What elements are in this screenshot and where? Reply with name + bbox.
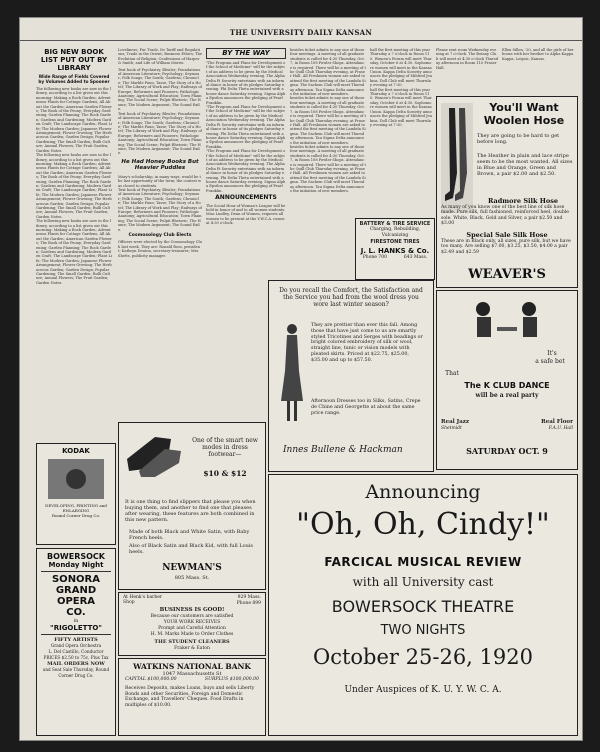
special-body: These are in Black only, all sizes, pure silk, but we have too many. Are selling $7.00, $3.25, $3.50, $4.00 a pair $2.49 and $2.59 (441, 239, 571, 255)
barber-ad (118, 592, 266, 656)
announcements-heading: ANNOUNCEMENTS (215, 194, 277, 202)
dress-ad (268, 280, 434, 472)
col2-ad-headline: He Had Honey Books But Heavier Puddles (121, 158, 199, 172)
opera-l7: FIFTY ARTISTS (54, 637, 98, 643)
radmore-title: Radmore Silk Hose (487, 197, 558, 205)
hose-p1: They are going to be hard to get before long. (477, 133, 560, 145)
barber-right2: Phone 899 (236, 601, 261, 606)
opera-l1: SONORA (51, 574, 100, 585)
opera-l10: PRICES $2.50 to 75c, Plus Tax (43, 655, 109, 660)
col6-body: Please rent room Wednesday evening at 7 o'clock. The Botany Club will meet at 4:30 o'clock Thursday afternoon in Room 110 Fraser Hall. (436, 48, 498, 70)
opera-l11: MAIL ORDERS NOW (47, 661, 105, 667)
shoe-line2: Made of both Black and White Satin, with Baby French heels. (129, 529, 250, 541)
kclub-sub: will be a real party (475, 392, 539, 399)
column-5 (370, 48, 432, 223)
col4-body: besides ticket admits to any one of those four meetings. A meeting of all graduate students is called for 4:30 Thursday, Oct. 7, in Room 108 Fowler Shops. Attendance is required. There will be a meeting of the Quill Club Thursday evening, at Fraser Hall. All Freshmen women are asked to attend the first meeting of the Lambda Sigma. The Sachem Club will meet Thursday afternoon. Tau Sigma Delta announces the initiation of new members. (290, 48, 366, 97)
barber-l3: Prompt and Careful Attention (158, 626, 226, 631)
hose-p2: The Heather in plain and lace stripe seem to be the most wanted. All sizes in Blue and Orange, Green and Brown, a pair $2.00 and $2.50. (477, 153, 573, 177)
kclub-illustration (467, 299, 547, 349)
bank-ad (118, 658, 266, 736)
opera-title: BOWERSOCK (47, 552, 105, 561)
tire-line2: Vulcanizing (381, 233, 409, 238)
bank-surplus: SURPLUS $100,000.00 (204, 677, 259, 682)
weavers-logo: WEAVER'S (468, 267, 546, 282)
dress-p1: Do you recall the Comfort, the Satisfaction and the Service you had from the wool dress you wore last winter season? (279, 287, 423, 309)
barber-right1: 929 Mass. (237, 595, 261, 600)
cindy-nights: TWO NIGHTS (380, 623, 466, 638)
hose-ad (436, 96, 578, 288)
shoe-ad (118, 422, 266, 590)
tire-line3: FIRESTONE TIRES (370, 239, 420, 245)
library-article-body-cont2: The following new books are now in the library, according to a list given out this morning: Making a Rock Garden; Adventurous Plants for Cottage Gardens; All About the Garden; American Garden Flowers; The Book of the Peony; Everyday Gardening; Garden Planning; The Rock Garden; Gardens and Gardening; Modern Garden Craft; The Landscape Garden; Plant Life; The Modern Garden; Japanese Flower Arrangement; Flower Growing; The Herbaceous Garden; Garden Design; Popular Gardening; The Small Garden; Bulb Culture; Annual Flowers; The Fruit Garden; Garden Notes. (36, 219, 112, 285)
tire-line1: Charging, Rebuilding, (369, 227, 421, 232)
shoe-illustration (125, 429, 185, 479)
col7-body: Ellen Sillen, '20, and all the girls of her house with her brother to Alpha Kappa Kappa, Leipsic, Kansas. (502, 48, 574, 61)
by-the-way-box (206, 48, 286, 59)
column-1 (36, 48, 112, 438)
library-subhead: Wide Range of Fields Covered by Volumes Added to Spooner (38, 74, 110, 84)
masthead (20, 26, 582, 41)
col4-body-cont: besides ticket admits to any one of those four meetings. A meeting of all graduate students is called for 4:30 Thursday, Oct. 7, in Room 108 Fowler Shops. Attendance is required. There will be a meeting of the Quill Club Thursday evening, at Fraser Hall. All Freshmen women are asked to attend the first meeting of the Lambda Sigma. The Sachem Club will meet Thursday afternoon. Tau Sigma Delta announces the initiation of new members. (290, 96, 366, 145)
kclub-left1: Real Jazz (441, 419, 470, 425)
by-the-way-title: BY THE WAY (222, 49, 270, 57)
kclub-intro2: a safe bet (535, 358, 565, 365)
dress-p2: They are prettier than ever this fall. Among those that have just come to us are smartly styled Tricotines and Serges with beadings or bright colored embroidery of silk or wool, straight line, tunic or vision models with pleated skirts. Priced at $22.75, $25.00, $35.00 and up to $57.50. (311, 323, 423, 363)
column-6 (436, 48, 498, 93)
kodak-headline: KODAK (62, 447, 90, 455)
woman-in-dress-image (277, 321, 307, 431)
col2-body: Text book of Psychiatry, Bleuler; Foundations of American Literature; Psychology; Seymour; Folk Songs; The South; Gardens; Chronicle; The Marble Faun; Tasse; The Story of a Hotel; The Library of Work and Play; Railways of Europe; Reformers and Pioneers; Pathologic Anatomy; Agricultural Education; Town Planning; The Social Scene; Pulpit Rhetoric; The Home; The Modern Argument; The Sound Exile. (118, 67, 202, 112)
barber-headline: BUSINESS IS GOOD! (159, 607, 225, 613)
col2-body-cont: Text book of Psychiatry, Bleuler; Foundations of American Literature; Psychology; Seymour; Folk Songs; The South; Gardens; Chronicle; The Marble Faun; Tasse; The Story of a Hotel; The Library of Work and Play; Railways of Europe; Reformers and Pioneers; Pathologic Anatomy; Agricultural Education; Town Planning; The Social Scene; Pulpit Rhetoric; The Home; The Modern Argument; The Sound Exile. (118, 111, 202, 156)
dress-illustration (277, 321, 307, 431)
col2-announce-body: Officers were elected by the Cosmosology Club last week. They are: Ronald Ross, president; Kathryn Denton, secretary-treasurer; Mrs. Shetts, publicity manager. (118, 240, 202, 258)
cindy-cast: with all University cast (352, 575, 494, 589)
opera-l9: L. Del Castillo, Conductor (48, 649, 104, 654)
col2-ad-body-cont: Text book of Psychiatry, Bleuler; Foundations of American Literature; Psychology; Seymour; Folk Songs; The South; Gardens; Chronicle; The Marble Faun; Tasse; The Story of a Hotel; The Library of Work and Play; Railways of Europe; Reformers and Pioneers; Pathologic Anatomy; Agricultural Education; Town Planning; The Social Scene; Pulpit Rhetoric; The Home; The Modern Argument; The Sound Exile. (118, 187, 202, 232)
announcements-body: The Social Hour of Woman's League will be held in honor of and to all women students. Miss Lindley, Dean of Women, requests all women to be present at the Y.W.C.A. rooms at 4:30 o'clock. (206, 203, 286, 226)
col3-body-cont2: "The Program and Plans for Development of the School of Medicine" will be the subject of an address to be given by the Medical Association Wednesday evening. The Alpha Delta Pi Sorority entertains with an informal dance in honor of its pledges Saturday evening. Phi Delta Theta entertained with a house dance Saturday evening. Sigma Alpha Epsilon announces the pledging of Pearl Franklin. (206, 149, 286, 193)
opera-l8: Grand Opera Orchestra (50, 643, 102, 648)
cindy-theatre: BOWERSOCK THEATRE (331, 597, 515, 616)
tire-title: BATTERY & TIRE SERVICE (359, 221, 431, 227)
barber-l5: THE STUDENT CLEANERS (154, 639, 230, 645)
kclub-ad (436, 290, 578, 470)
shoe-line3: Also of Black Satin and Black Kid, with full Louis heels. (129, 543, 253, 555)
cindy-date: October 25-26, 1920 (313, 645, 533, 669)
library-headline: BIG NEW BOOK LIST PUT OUT BY LIBRARY (40, 48, 108, 72)
opera-ad (36, 548, 116, 736)
kclub-right2: F.A.U. Hall (548, 426, 573, 431)
col3-body: "The Program and Plans for Development of the School of Medicine" will be the subject of an address to be given by the Medical Association Wednesday evening. The Alpha Delta Pi Sorority entertains with an informal dance in honor of its pledges Saturday evening. Phi Delta Theta entertained with a house dance Saturday evening. Sigma Alpha Epsilon announces the pledging of Pearl Franklin. (206, 61, 286, 105)
kodak-store: Round Corner Drug Co. (51, 513, 101, 518)
opera-l5: in (73, 618, 79, 624)
bank-body: Receives Deposits, makes Loans, buys and sells Liberty Bonds and other Securities, Foreign and Domestic Exchange, and Travellers' Cheques. Food Drafts in multiples of $10.00. (125, 686, 255, 708)
opera-sub: Monday Night (48, 561, 104, 569)
tire-phone: Phone 700 (362, 255, 387, 260)
shoe-price: $10 & $12 (203, 469, 247, 478)
bank-name: WATKINS NATIONAL BANK (133, 662, 251, 671)
kclub-intro1: It's (547, 350, 557, 357)
masthead-title: THE UNIVERSITY DAILY KANSAN (229, 28, 373, 37)
col2-lead: Loveliness; Fur Trade, Its Tariff and Regulations; Trade in the Orient; Business Ethics; The Evolution of Religion; Confessions of Harper & Smith; and Life of William Morris. (118, 48, 202, 66)
col4-body-cont2: besides ticket admits to any one of those four meetings. A meeting of all graduate students is called for 4:30 Thursday, Oct. 7, in Room 108 Fowler Shops. Attendance is required. There will be a meeting of the Quill Club Thursday evening, at Fraser Hall. All Freshmen women are asked to attend the first meeting of the Lambda Sigma. The Sachem Club will meet Thursday afternoon. Tau Sigma Delta announces the initiation of new members. (290, 144, 366, 193)
dress-signature: Innes Bullene & Hackman (283, 445, 403, 455)
hose-headline: You'll Want Woolen Hose (483, 101, 565, 127)
cindy-announcing: Announcing (365, 481, 481, 503)
bank-address: 1047 Massachusetts St (162, 671, 222, 677)
barber-l6: Fraker & Eaton (174, 646, 210, 651)
kodak-ad (36, 443, 116, 545)
kclub-right1: Real Floor (541, 419, 573, 425)
kclub-intro3: That (445, 370, 459, 377)
slippers-image (125, 429, 185, 479)
kclub-left2: Shetmidt (441, 426, 462, 431)
kodak-camera-image (48, 459, 104, 499)
tire-ad (355, 218, 435, 280)
dancing-couple-image (467, 299, 547, 349)
bank-capital: CAPITAL $100,000.00 (125, 677, 177, 682)
special-title: Special Sale Silk Hose (466, 231, 548, 239)
opera-l12: and Seat Sale Thursday, Round Corner Drug Co. (42, 667, 110, 678)
tire-address: 643 Mass. (403, 255, 428, 260)
opera-l6: "RIGOLETTO" (50, 624, 102, 632)
cindy-ad (268, 474, 578, 736)
col5-body: hall the first meeting of this year Thursday a 7 o'clock in Room 110. Women's Forum will meet Thursday, October 6 at 4:30. Sophomore women will meet in the Kansas Union. Kappa Delta Sorority announces the pledging of Mildred Jenkins. Doll Club will meet Thursday evening at 7:30. (370, 48, 432, 88)
cindy-title: "Oh, Oh, Cindy!" (296, 507, 550, 542)
barber-l1: Because our customers are satisfied (150, 614, 234, 619)
kclub-date: SATURDAY OCT. 9 (466, 446, 548, 456)
cindy-auspices: Under Auspices of K. U. Y. W. C. A. (344, 685, 502, 695)
library-article-body: The following new books are now in the library, according to a list given out this morning: Making a Rock Garden; Adventurous Plants for Cottage Gardens; All About the Garden; American Garden Flowers; The Book of the Peony; Everyday Gardening; Garden Planning; The Rock Garden; Gardens and Gardening; Modern Garden Craft; The Landscape Garden; Plant Life; The Modern Garden; Japanese Flower Arrangement; Flower Growing; The Herbaceous Garden; Garden Design; Popular Gardening; The Small Garden; Bulb Culture; Annual Flowers; The Fruit Garden; Garden Notes. (36, 87, 112, 153)
kodak-body: DEVELOPING, PRINTING and ENLARGING (45, 503, 107, 513)
tire-company: J. L. HANKS & Co. (360, 247, 430, 255)
hose-illustration (441, 103, 473, 213)
opera-l2: GRAND (55, 585, 97, 596)
barber-left: At Henk's barber Shop (123, 595, 163, 605)
barber-l4: H. M. Marks Made to Order Clothes (150, 632, 234, 637)
col2-announce-title: Cosmosology Club Elects (128, 233, 192, 239)
kclub-title: The K CLUB DANCE (464, 381, 550, 390)
shoe-store: NEWMAN'S (162, 563, 222, 573)
column-2 (118, 48, 202, 418)
radmore-body: As many of you know one of the best line of silk hose made. Pure silk, full fashioned, reinforced heel, double sole. White, Black, Gold and Silver, a pair $2.50 and $3.00 (441, 205, 569, 227)
shoe-headline: One of the smart new modes in dress footwear— (192, 437, 258, 458)
library-article-body-cont: The following new books are now in the library, according to a list given out this morning: Making a Rock Garden; Adventurous Plants for Cottage Gardens; All About the Garden; American Garden Flowers; The Book of the Peony; Everyday Gardening; Garden Planning; The Rock Garden; Gardens and Gardening; Modern Garden Craft; The Landscape Garden; Plant Life; The Modern Garden; Japanese Flower Arrangement; Flower Growing; The Herbaceous Garden; Garden Design; Popular Gardening; The Small Garden; Bulb Culture; Annual Flowers; The Fruit Garden; Garden Notes. (36, 153, 112, 219)
opera-l4: CO. (66, 607, 86, 618)
woman-legs-image (441, 103, 473, 213)
opera-l3: OPERA (56, 596, 96, 607)
cindy-sub: FARCICAL MUSICAL REVIEW (324, 555, 522, 569)
shoe-address: 805 Mass. St. (174, 575, 210, 581)
col5-body-cont: hall the first meeting of this year Thursday a 7 o'clock in Room 110. Women's Forum will meet Thursday, October 6 at 4:30. Sophomore women will meet in the Kansas Union. Kappa Delta Sorority announces the pledging of Mildred Jenkins. Doll Club will meet Thursday evening at 7:30. (370, 87, 432, 127)
newspaper-page (20, 18, 582, 740)
dress-p3: Afternoon Dresses too in Silks, Satins, Crepe de Chine and Georgette at about the same price range. (311, 399, 421, 416)
column-7 (502, 48, 576, 93)
col2-ad-body: Mary's scholarship, in many ways, would be the last opportunity of the term; the contest was closed to students. (118, 174, 202, 188)
shoe-body: It is one thing to find slippers that please you when buying them, and another to find one that pleases after wearing, these features are both combined in this new pattern. (125, 499, 256, 523)
barber-l2: YOUR WORK RECEIVES (163, 620, 221, 625)
col3-body-cont: "The Program and Plans for Development of the School of Medicine" will be the subject of an address to be given by the Medical Association Wednesday evening. The Alpha Delta Pi Sorority entertains with an informal dance in honor of its pledges Saturday evening. Phi Delta Theta entertained with a house dance Saturday evening. Sigma Alpha Epsilon announces the pledging of Pearl Franklin. (206, 105, 286, 149)
